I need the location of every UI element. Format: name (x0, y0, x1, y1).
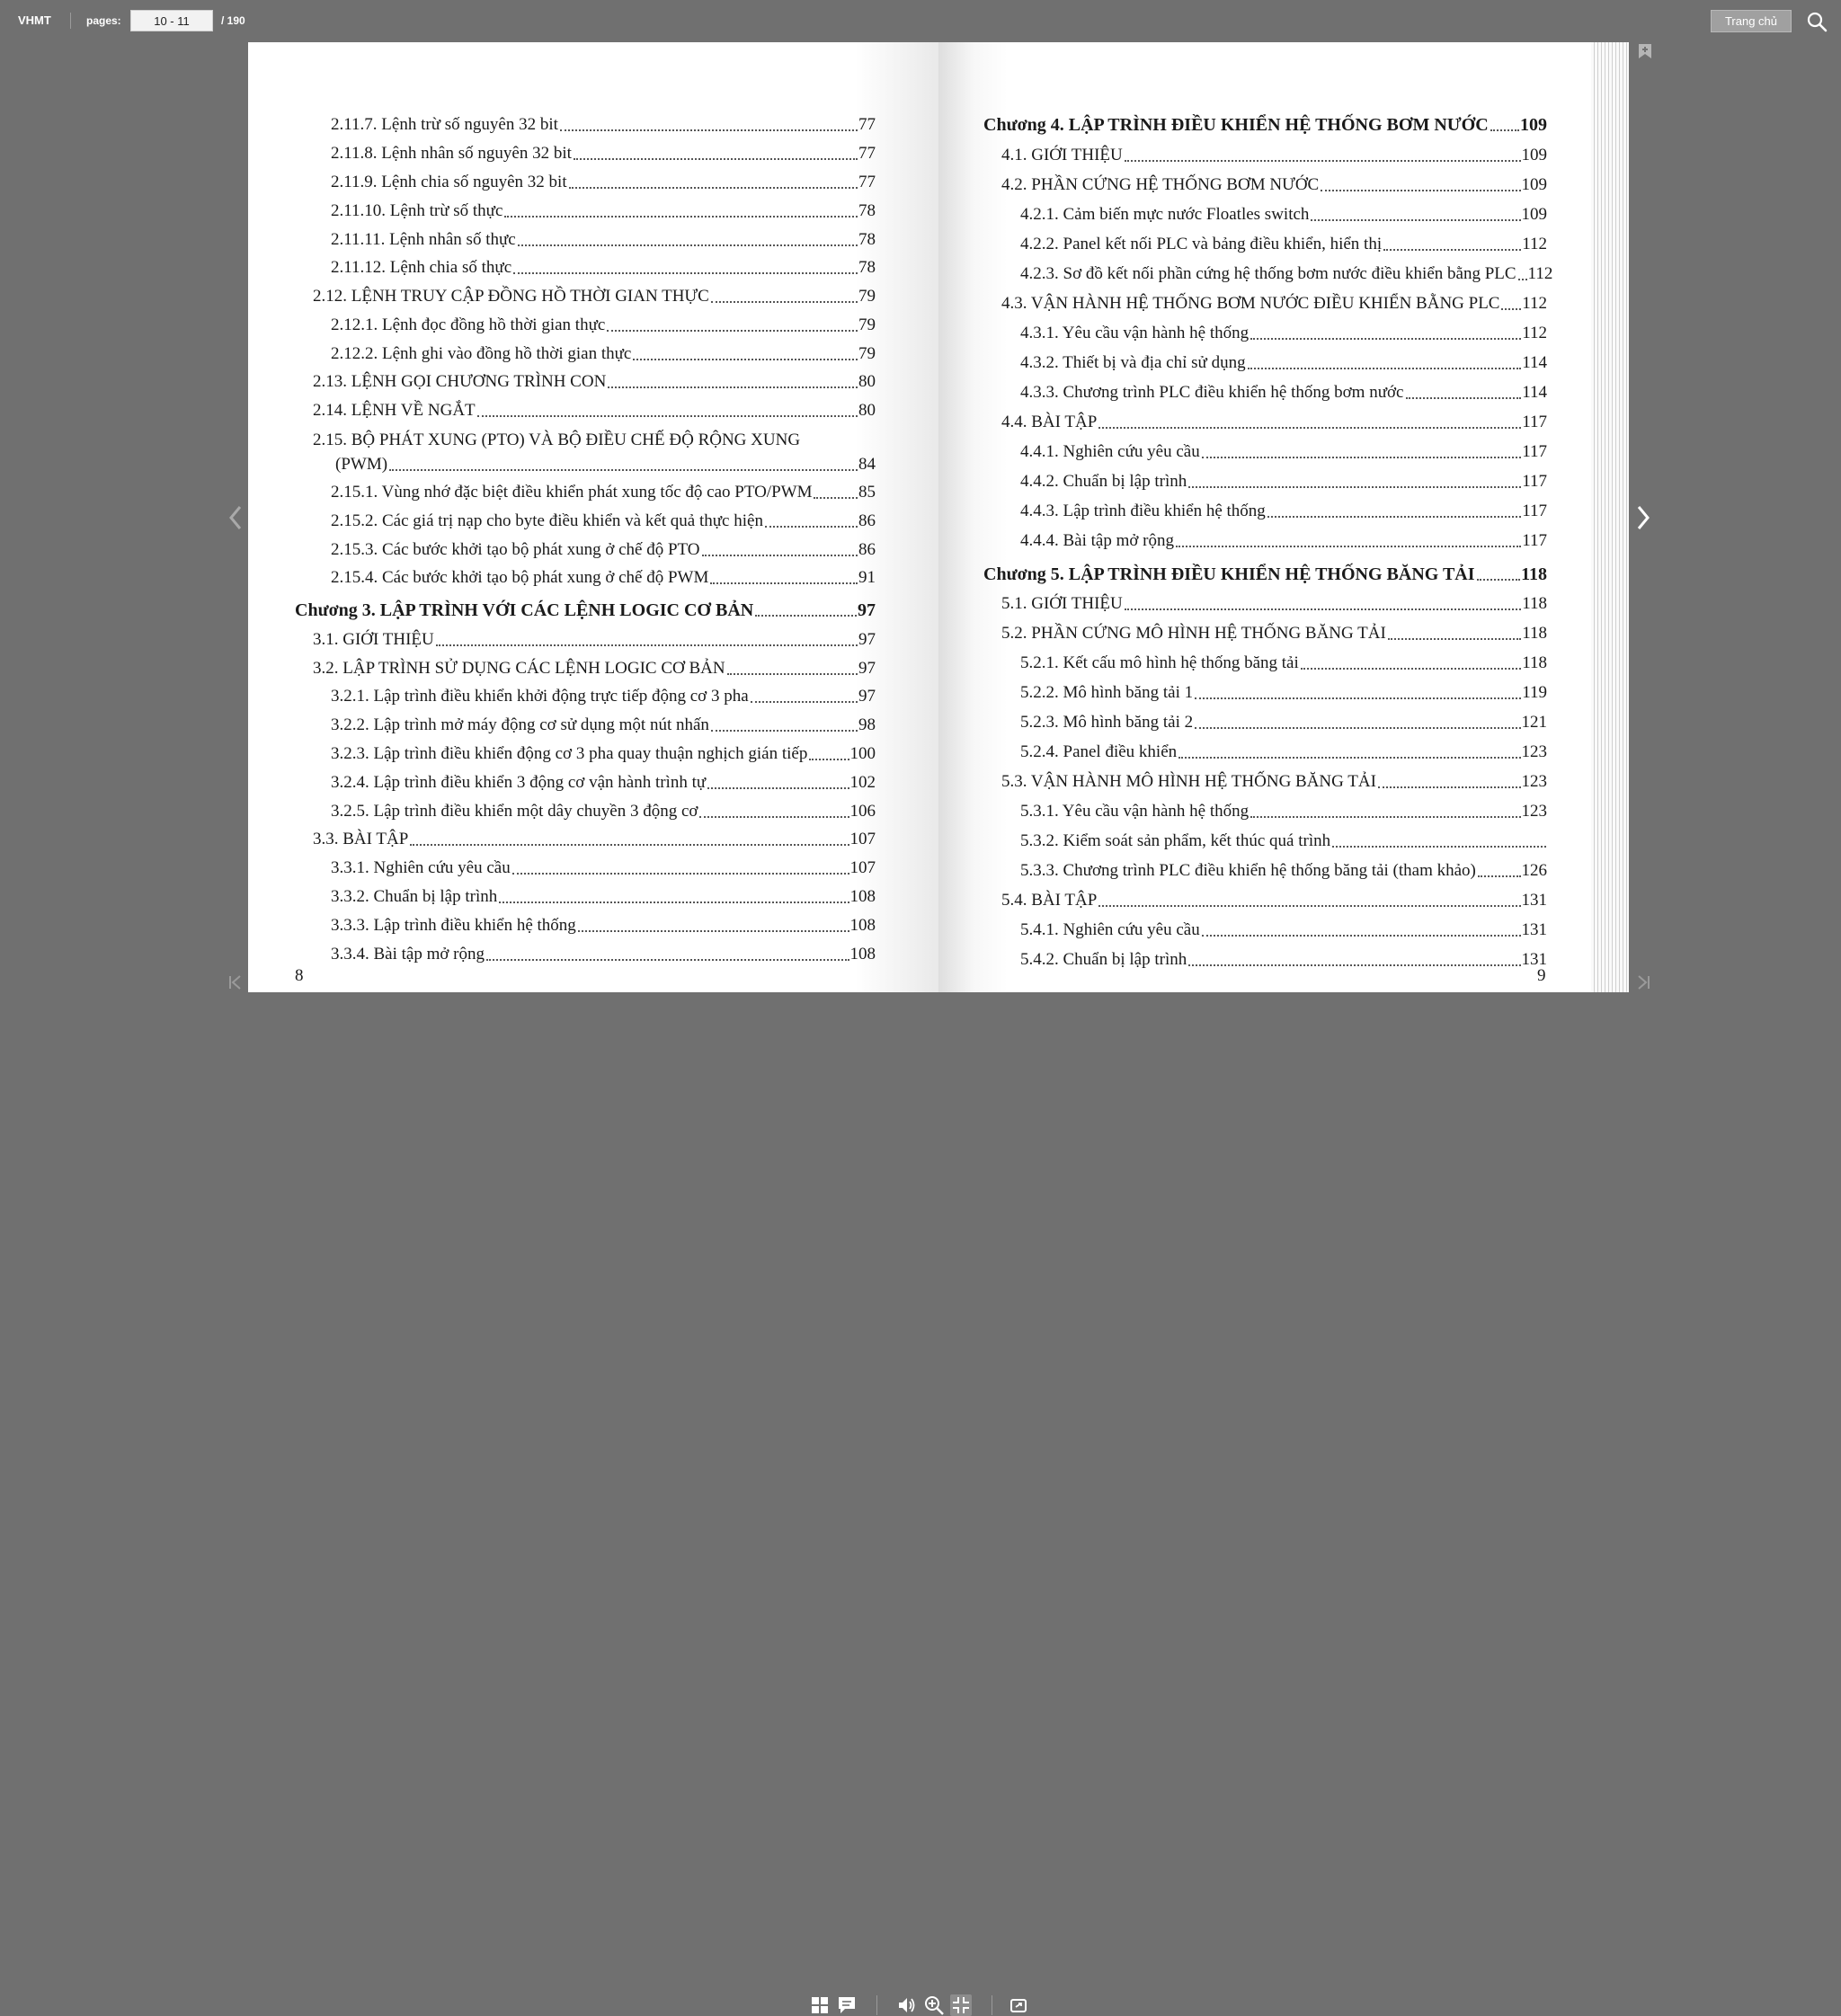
toc-chapter-entry[interactable] (295, 600, 876, 620)
toc-page-number: 108 (849, 945, 876, 964)
toc-entry-text: 3.3.4. Bài tập mở rộng (331, 945, 485, 964)
toc-entry[interactable] (331, 344, 876, 364)
toc-page-number: 114 (1522, 353, 1547, 372)
toc-page-number: 123 (1521, 742, 1547, 761)
toc-entry-text: 3.3.2. Chuẩn bị lập trình (331, 887, 498, 906)
fullscreen-exit-icon[interactable] (950, 1994, 972, 2016)
toc-page-number: 118 (1522, 653, 1547, 672)
toc-leader-dots (711, 730, 858, 732)
page-stack-edge (1591, 42, 1629, 992)
toc-page-number: 91 (858, 568, 876, 587)
toc-entry-text: 4.2.1. Cảm biến mực nước Floatles switch (1020, 205, 1310, 224)
toc-entry[interactable] (1001, 624, 1547, 644)
toc-entry[interactable] (1020, 713, 1547, 733)
toc-entry[interactable] (1020, 531, 1547, 551)
toc-entry-text: 2.13. LỆNH GỌI CHƯƠNG TRÌNH CON (313, 372, 607, 391)
page-number-right: 9 (1537, 966, 1546, 985)
toc-entry[interactable] (1020, 502, 1547, 521)
toc-entry-text: 3.2.2. Lập trình mở máy động cơ sử dụng một nút nhấn (331, 715, 709, 734)
toc-entry[interactable] (331, 540, 876, 560)
toc-entry[interactable] (1020, 442, 1547, 462)
comment-icon[interactable] (836, 1994, 858, 2016)
toc-entry-text: 3.3. BÀI TẬP (313, 830, 409, 848)
toc-page-number: 117 (1522, 502, 1547, 520)
toc-entry[interactable] (1020, 802, 1547, 821)
toc-entry[interactable] (313, 659, 876, 679)
toc-leader-dots (1378, 786, 1521, 788)
toc-leader-dots (1125, 608, 1521, 610)
toc-entry[interactable] (313, 372, 876, 392)
toc-entry[interactable] (1001, 594, 1547, 614)
toc-page-number: 80 (858, 401, 876, 420)
toc-page-number: 131 (1521, 891, 1547, 910)
toc-entry[interactable] (331, 173, 876, 192)
top-toolbar (0, 0, 1841, 41)
toc-entry-text: 5.3.2. Kiểm soát sản phẩm, kết thúc quá trình (1020, 831, 1331, 850)
toc-entry-text: 2.11.8. Lệnh nhân số nguyên 32 bit (331, 144, 572, 163)
toc-page-number: 112 (1522, 324, 1547, 342)
toc-entry[interactable] (1001, 294, 1547, 314)
toc-page-number: 100 (849, 744, 876, 763)
toc-entry-text: 4.4.3. Lập trình điều khiển hệ thống (1020, 502, 1266, 520)
toc-leader-dots (1250, 816, 1520, 818)
toc-leader-dots (1202, 457, 1521, 458)
toc-leader-dots (1195, 727, 1520, 729)
toc-entry[interactable] (331, 687, 876, 706)
toc-page-number: 97 (858, 630, 876, 649)
toc-leader-dots (499, 901, 849, 903)
toc-page-number: 117 (1522, 472, 1547, 491)
toc-page-number: 121 (1521, 713, 1547, 732)
toc-page-number: 78 (858, 230, 876, 249)
toc-page-number: 109 (1520, 115, 1547, 135)
toc-entry-text: 2.15. BỘ PHÁT XUNG (PTO) VÀ BỘ ĐIỀU CHẾ ĐỘ RỘNG XUNG (313, 431, 801, 449)
toc-entry-text: 4.2.3. Sơ đồ kết nối phần cứng hệ thống bơm nước điều khiển bằng PLC (1020, 264, 1516, 283)
toc-leader-dots (1406, 397, 1522, 399)
toc-entry-text: 3.2.1. Lập trình điều khiển khởi động trực tiếp động cơ 3 pha (331, 687, 749, 706)
toc-entry[interactable] (331, 258, 876, 278)
toc-entry[interactable] (1020, 920, 1547, 940)
toc-page-number: 112 (1522, 294, 1547, 313)
toc-page-number: 102 (849, 773, 876, 792)
toc-page-number: 78 (858, 258, 876, 277)
toc-leader-dots (1202, 935, 1521, 937)
page-total: / 190 (221, 14, 245, 27)
toc-entry[interactable] (1020, 950, 1547, 970)
toc-entry-text: 4.3.2. Thiết bị và địa chỉ sử dụng (1020, 353, 1246, 372)
page-number-left: 8 (295, 966, 304, 985)
pages-label: pages: (86, 14, 121, 27)
book-spread (248, 42, 1629, 992)
toc-entry[interactable] (313, 287, 876, 306)
toc-entry[interactable] (1001, 175, 1547, 195)
toc-entry[interactable] (1020, 831, 1547, 851)
toc-page-number: 109 (1521, 146, 1547, 164)
toc-page-number: 84 (858, 455, 876, 474)
toc-entry-text: 2.15.4. Các bước khởi tạo bộ phát xung ở chế độ PWM (331, 568, 709, 587)
toc-leader-dots (765, 526, 858, 528)
toc-page-number: 107 (849, 858, 876, 877)
toc-page-number: 97 (858, 687, 876, 706)
toc-leader-dots (699, 816, 849, 818)
toc-page-number: 117 (1522, 531, 1547, 550)
toc-entry-text: 4.2. PHẦN CỨNG HỆ THỐNG BƠM NƯỚC (1001, 175, 1320, 194)
toc-leader-dots (1267, 516, 1521, 518)
toc-leader-dots (477, 415, 858, 417)
toc-entry[interactable] (1020, 472, 1547, 492)
toc-leader-dots (1388, 638, 1521, 640)
toc-page-number: 77 (858, 173, 876, 191)
toc-entry[interactable] (1001, 891, 1547, 910)
toc-entry-text: 5.2.4. Panel điều khiển (1020, 742, 1178, 761)
toc-entry-text: 5.4.2. Chuẩn bị lập trình (1020, 950, 1187, 969)
toc-entry[interactable] (331, 887, 876, 907)
toc-leader-dots (710, 582, 858, 584)
toc-entry-text: (PWM) (335, 455, 388, 474)
toc-entry-text: 4.3. VẬN HÀNH HỆ THỐNG BƠM NƯỚC ĐIỀU KHIỂN BẰNG PLC (1001, 294, 1500, 313)
toc-entry-text: 4.4. BÀI TẬP (1001, 413, 1098, 431)
toc-chapter-entry[interactable] (983, 115, 1547, 135)
toc-page-number: 79 (858, 344, 876, 363)
home-button[interactable]: Trang chủ (1711, 10, 1792, 32)
toc-leader-dots (1332, 846, 1546, 848)
toc-leader-dots (608, 386, 858, 388)
toc-entry-text: 5.3.1. Yêu cầu vận hành hệ thống (1020, 802, 1250, 821)
toc-leader-dots (574, 158, 858, 160)
toc-page-number: 114 (1522, 383, 1547, 402)
toc-leader-dots (809, 759, 849, 760)
toc-leader-dots (569, 187, 858, 189)
toc-entry-text: 3.2. LẬP TRÌNH SỬ DỤNG CÁC LỆNH LOGIC CƠ BẢN (313, 659, 725, 678)
toc-leader-dots (512, 873, 849, 875)
toc-entry[interactable] (331, 483, 876, 502)
toc-leader-dots (1188, 486, 1521, 488)
toc-entry-text: 4.4.2. Chuẩn bị lập trình (1020, 472, 1187, 491)
toc-leader-dots (1176, 546, 1521, 547)
chevron-right-icon[interactable] (1632, 503, 1654, 532)
toc-entry-text: 3.3.1. Nghiên cứu yêu cầu (331, 858, 511, 877)
toc-leader-dots (755, 615, 857, 617)
toc-page-number: 97 (858, 600, 876, 620)
toc-page-number: 117 (1522, 413, 1547, 431)
bottom-toolbar (0, 992, 1841, 1035)
toc-entry-text: Chương 3. LẬP TRÌNH VỚI CÁC LỆNH LOGIC CƠ BẢN (295, 600, 754, 620)
toc-page-number: 97 (858, 659, 876, 678)
toc-entry-text: 3.2.5. Lập trình điều khiển một dây chuyền 3 động cơ (331, 802, 698, 821)
share-icon[interactable] (1009, 1994, 1030, 2016)
toc-entry[interactable] (1020, 742, 1547, 762)
toc-entry-text: 3.3.3. Lập trình điều khiển hệ thống (331, 916, 576, 935)
toc-entry[interactable] (331, 945, 876, 964)
toc-leader-dots (1125, 160, 1521, 162)
toc-page-number: 119 (1522, 683, 1547, 702)
toc-page-number: 118 (1522, 624, 1547, 643)
toc-leader-dots (1188, 964, 1520, 966)
grid-icon[interactable] (809, 1994, 831, 2016)
first-page-icon[interactable] (228, 974, 243, 990)
toolbar-divider (70, 13, 71, 29)
toc-entry[interactable] (1020, 264, 1553, 284)
page-range-input[interactable] (130, 10, 213, 31)
left-page[interactable] (248, 42, 938, 992)
toc-leader-dots (1321, 190, 1520, 191)
toc-left (248, 42, 938, 992)
toc-page-number: 118 (1521, 564, 1547, 584)
toc-leader-dots (504, 216, 858, 218)
toc-leader-dots (518, 244, 858, 246)
toc-page-number: 78 (858, 201, 876, 220)
toc-entry[interactable] (313, 630, 876, 650)
toc-entry-text: 2.11.11. Lệnh nhân số thực (331, 230, 516, 249)
toc-page-number: 112 (1522, 235, 1547, 253)
toc-entry[interactable] (1020, 235, 1547, 254)
zoom-in-icon[interactable] (923, 1994, 945, 2016)
toc-entry-text: 5.4. BÀI TẬP (1001, 891, 1098, 910)
toc-page-number: 106 (849, 802, 876, 821)
toc-entry[interactable] (1020, 324, 1547, 343)
toc-page-number: 123 (1521, 802, 1547, 821)
toc-entry[interactable] (1020, 861, 1547, 881)
toc-entry-text: 3.2.3. Lập trình điều khiển động cơ 3 pha quay thuận nghịch gián tiếp (331, 744, 808, 763)
toc-entry-text: 5.2. PHẦN CỨNG MÔ HÌNH HỆ THỐNG BĂNG TẢI (1001, 624, 1386, 643)
toc-entry-text: 4.2.2. Panel kết nối PLC và bảng điều khiển, hiển thị (1020, 235, 1383, 253)
right-page[interactable] (938, 42, 1629, 992)
toc-leader-dots (633, 359, 858, 360)
toc-leader-dots (1478, 875, 1521, 877)
toc-leader-dots (436, 644, 858, 646)
toc-entry-text: Chương 5. LẬP TRÌNH ĐIỀU KHIỂN HỆ THỐNG BĂNG TẢI (983, 564, 1475, 584)
toc-page-number: 107 (849, 830, 876, 848)
toc-leader-dots (1195, 697, 1521, 699)
toc-entry-text: 4.4.4. Bài tập mở rộng (1020, 531, 1174, 550)
toc-page-number: 123 (1521, 772, 1547, 791)
toc-leader-dots (486, 959, 849, 961)
toc-page-number: 117 (1522, 442, 1547, 461)
toc-entry-text: 2.12.1. Lệnh đọc đồng hồ thời gian thực (331, 315, 606, 334)
search-icon[interactable] (1805, 10, 1828, 33)
toc-page-number: 109 (1521, 205, 1547, 224)
toc-leader-dots (513, 272, 858, 274)
toc-entry-text: 4.3.3. Chương trình PLC điều khiển hệ thống bơm nước (1020, 383, 1404, 402)
toc-entry-text: 4.4.1. Nghiên cứu yêu cầu (1020, 442, 1200, 461)
toc-page-number: 131 (1521, 920, 1547, 939)
toc-leader-dots (1301, 668, 1521, 670)
toc-page-number: 79 (858, 315, 876, 334)
toc-entry-text: 2.12. LỆNH TRUY CẬP ĐỒNG HỒ THỜI GIAN THỰC (313, 287, 709, 306)
toc-page-number: 109 (1521, 175, 1547, 194)
last-page-icon[interactable] (1636, 974, 1650, 990)
toc-entry[interactable] (331, 201, 876, 221)
toc-entry[interactable] (331, 744, 876, 764)
toc-leader-dots (1490, 129, 1519, 131)
brand-title: VHMT (18, 13, 51, 27)
toc-leader-dots (751, 701, 858, 703)
toc-leader-dots (389, 469, 858, 471)
toc-entry[interactable] (1020, 205, 1547, 225)
toc-entry[interactable] (1020, 653, 1547, 673)
toc-entry[interactable] (331, 858, 876, 878)
toc-leader-dots (1477, 579, 1521, 581)
toc-page-number: 108 (849, 887, 876, 906)
toc-leader-dots (707, 787, 849, 789)
toc-leader-dots (1098, 427, 1521, 429)
toc-leader-dots (711, 301, 858, 303)
toc-entry-text: 5.3.3. Chương trình PLC điều khiển hệ thống băng tải (tham khảo) (1020, 861, 1476, 880)
toc-leader-dots (702, 555, 858, 556)
toc-entry[interactable] (331, 773, 876, 793)
toc-chapter-entry[interactable] (983, 564, 1547, 584)
toc-leader-dots (727, 673, 858, 675)
toc-entry-text: 5.4.1. Nghiên cứu yêu cầu (1020, 920, 1200, 939)
toolbar-divider (876, 1995, 877, 2015)
toc-entry[interactable] (331, 802, 876, 821)
toc-page-number: 86 (858, 511, 876, 530)
toc-entry[interactable] (331, 315, 876, 335)
toc-entry-text: 4.1. GIỚI THIỆU (1001, 146, 1123, 164)
toc-entry-text: 3.2.4. Lập trình điều khiển 3 động cơ vận hành trình tự (331, 773, 707, 792)
toc-entry-text: Chương 4. LẬP TRÌNH ĐIỀU KHIỂN HỆ THỐNG BƠM NƯỚC (983, 115, 1489, 135)
toc-entry[interactable] (331, 916, 876, 936)
toc-leader-dots (1178, 757, 1520, 759)
toc-entry-text: 4.3.1. Yêu cầu vận hành hệ thống (1020, 324, 1250, 342)
toc-entry[interactable] (1001, 772, 1547, 792)
toc-entry[interactable] (1001, 413, 1547, 432)
toc-leader-dots (1383, 249, 1521, 251)
toc-entry[interactable] (1020, 383, 1547, 403)
toc-entry-text: 2.15.3. Các bước khởi tạo bộ phát xung ở chế độ PTO (331, 540, 700, 559)
toc-entry-text: 5.2.1. Kết cấu mô hình hệ thống băng tải (1020, 653, 1299, 672)
chevron-left-icon[interactable] (225, 503, 246, 532)
toc-entry[interactable] (313, 830, 876, 849)
toc-entry[interactable] (1020, 353, 1547, 373)
toc-entry[interactable] (331, 511, 876, 531)
toc-leader-dots (560, 129, 858, 131)
toc-entry[interactable] (1001, 146, 1547, 165)
toc-entry-text: 3.1. GIỚI THIỆU (313, 630, 434, 649)
toc-entry-text: 2.11.10. Lệnh trừ số thực (331, 201, 503, 220)
toc-leader-dots (814, 497, 858, 499)
toc-entry-text: 2.11.12. Lệnh chia số thực (331, 258, 512, 277)
toc-entry-text: 5.2.2. Mô hình băng tải 1 (1020, 683, 1194, 702)
toc-entry-text: 2.14. LỆNH VỀ NGẮT (313, 401, 476, 420)
toc-page-number: 126 (1521, 861, 1547, 880)
toc-page-number: 79 (858, 287, 876, 306)
toc-page-number: 86 (858, 540, 876, 559)
toc-entry-text: 2.11.7. Lệnh trừ số nguyên 32 bit (331, 115, 558, 134)
toc-entry[interactable] (331, 144, 876, 164)
toc-leader-dots (607, 330, 858, 332)
toc-entry-text: 5.1. GIỚI THIỆU (1001, 594, 1123, 613)
toc-page-number: 77 (858, 144, 876, 163)
toc-leader-dots (1518, 279, 1527, 280)
toc-leader-dots (1098, 905, 1520, 907)
toc-entry[interactable] (331, 568, 876, 588)
toc-page-number: 112 (1527, 264, 1553, 283)
toc-leader-dots (1248, 368, 1522, 369)
toc-page-number: 108 (849, 916, 876, 935)
toc-page-number: 131 (1521, 950, 1547, 969)
toc-entry[interactable] (313, 401, 876, 421)
toc-leader-dots (1250, 338, 1521, 340)
speaker-icon[interactable] (896, 1994, 918, 2016)
toc-entry[interactable] (331, 715, 876, 735)
toc-leader-dots (578, 930, 849, 932)
toc-leader-dots (1501, 308, 1521, 310)
toc-entry-text: 2.12.2. Lệnh ghi vào đồng hồ thời gian thực (331, 344, 632, 363)
toc-page-number: 85 (858, 483, 876, 502)
toc-entry-text: 2.11.9. Lệnh chia số nguyên 32 bit (331, 173, 567, 191)
toc-entry[interactable] (1020, 683, 1547, 703)
toc-page-number: 77 (858, 115, 876, 134)
bookmark-add-icon[interactable] (1637, 43, 1653, 59)
toc-leader-dots (410, 844, 849, 846)
toc-entry-text: 2.15.1. Vùng nhớ đặc biệt điều khiển phát xung tốc độ cao PTO/PWM (331, 483, 813, 502)
toc-entry[interactable] (331, 230, 876, 250)
toc-leader-dots (1311, 219, 1520, 221)
toc-page-number: 98 (858, 715, 876, 734)
toc-page-number: 118 (1522, 594, 1547, 613)
toc-entry[interactable] (331, 115, 876, 135)
toc-right (938, 42, 1629, 992)
toc-page-number: 80 (858, 372, 876, 391)
toc-entry-text: 5.3. VẬN HÀNH MÔ HÌNH HỆ THỐNG BĂNG TẢI (1001, 772, 1376, 791)
toc-entry-text: 5.2.3. Mô hình băng tải 2 (1020, 713, 1194, 732)
toc-entry[interactable] (335, 455, 876, 475)
toc-entry-text: 2.15.2. Các giá trị nạp cho byte điều khiển và kết quả thực hiện (331, 511, 763, 530)
